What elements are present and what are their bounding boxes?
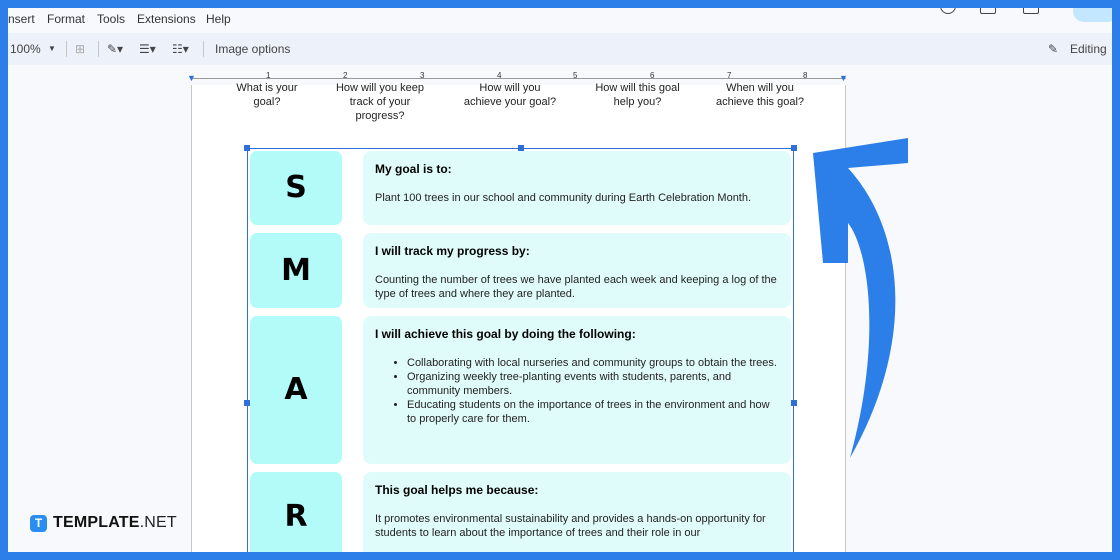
list-item: • Collaborating with local nurseries and community groups to obtain the trees. xyxy=(407,356,779,370)
column-header: How will you achieve your goal? xyxy=(463,82,557,108)
app-window xyxy=(8,8,1112,552)
ruler-number: 5 xyxy=(573,71,578,80)
zoom-select[interactable]: 100% xyxy=(10,42,41,56)
divider xyxy=(66,41,67,57)
divider xyxy=(203,41,204,57)
menu-format[interactable]: Format xyxy=(47,12,86,26)
divider xyxy=(98,41,99,57)
goal-card xyxy=(363,151,791,225)
chevron-down-icon[interactable]: ▼ xyxy=(48,44,56,53)
resize-handle[interactable] xyxy=(244,400,250,406)
resize-handle[interactable] xyxy=(244,145,250,151)
selected-image[interactable] xyxy=(247,148,794,552)
ruler[interactable] xyxy=(8,65,1112,85)
pencil-icon: ✎ xyxy=(1048,42,1059,56)
brand-logo xyxy=(30,514,177,532)
column-header: When will you achieve this goal? xyxy=(715,82,805,108)
column-header: How will this goal help you? xyxy=(595,82,680,108)
left-indent-marker[interactable]: ▼ xyxy=(187,73,196,83)
card-title: I will track my progress by: xyxy=(375,244,530,258)
progress-card xyxy=(363,233,791,308)
menu-insert[interactable]: nsert xyxy=(8,12,35,26)
achieve-card xyxy=(363,316,791,464)
share-button[interactable] xyxy=(1073,8,1112,22)
add-comment-icon[interactable]: ⊞ xyxy=(75,42,86,56)
ruler-number: 8 xyxy=(803,71,808,80)
card-body: It promotes environmental sustainability and provides a hands-on opportunity for students to learn about the importance of trees and their role in our xyxy=(375,513,766,539)
menu-bar xyxy=(8,8,1112,33)
letter-r: R xyxy=(250,472,342,552)
toolbar xyxy=(8,33,1112,65)
letter-s: S xyxy=(250,151,342,225)
list-item: • Educating students on the importance of trees in the environment and how to properly care for them. xyxy=(407,398,779,426)
history-icon[interactable] xyxy=(940,8,956,14)
resize-handle[interactable] xyxy=(791,400,797,406)
list-item: • Organizing weekly tree-planting events with students, parents, and community members. xyxy=(407,370,779,398)
card-body: Plant 100 trees in our school and community during Earth Celebration Month. xyxy=(375,192,752,204)
resize-handle[interactable] xyxy=(791,145,797,151)
ruler-number: 4 xyxy=(497,71,502,80)
ruler-number: 7 xyxy=(727,71,732,80)
border-weight-icon[interactable]: ☰▾ xyxy=(139,42,156,56)
border-dash-icon[interactable]: ☷▾ xyxy=(172,42,189,56)
card-title: This goal helps me because: xyxy=(375,483,539,497)
curved-arrow-icon xyxy=(808,138,918,468)
column-header: What is your goal? xyxy=(236,82,298,108)
ruler-number: 3 xyxy=(420,71,425,80)
menu-extensions[interactable]: Extensions xyxy=(137,12,196,26)
achieve-list xyxy=(375,356,779,426)
card-title: My goal is to: xyxy=(375,162,452,176)
letter-m: M xyxy=(250,233,342,308)
letter-a: A xyxy=(250,316,342,464)
image-options-button[interactable]: Image options xyxy=(215,42,291,56)
ruler-number: 1 xyxy=(266,71,271,80)
right-indent-marker[interactable]: ▼ xyxy=(839,73,848,83)
meet-icon[interactable] xyxy=(1023,8,1039,14)
relevant-card xyxy=(363,472,791,552)
resize-handle[interactable] xyxy=(518,145,524,151)
menu-tools[interactable]: Tools xyxy=(97,12,126,26)
editing-mode-button[interactable]: Editing xyxy=(1070,42,1107,56)
ruler-number: 2 xyxy=(343,71,348,80)
border-color-icon[interactable]: ✎▾ xyxy=(107,42,124,56)
comments-icon[interactable] xyxy=(980,8,996,14)
document-page xyxy=(191,82,846,552)
card-title: I will achieve this goal by doing the following: xyxy=(375,327,636,341)
card-body: Counting the number of trees we have planted each week and keeping a log of the type of trees and where they are planted. xyxy=(375,274,777,300)
brand-name: TEMPLATE.NET xyxy=(53,514,177,531)
menu-help[interactable]: Help xyxy=(206,12,231,26)
column-header: How will you keep track of your progress? xyxy=(335,82,425,122)
template-logo-icon: T xyxy=(30,515,47,532)
ruler-number: 6 xyxy=(650,71,655,80)
